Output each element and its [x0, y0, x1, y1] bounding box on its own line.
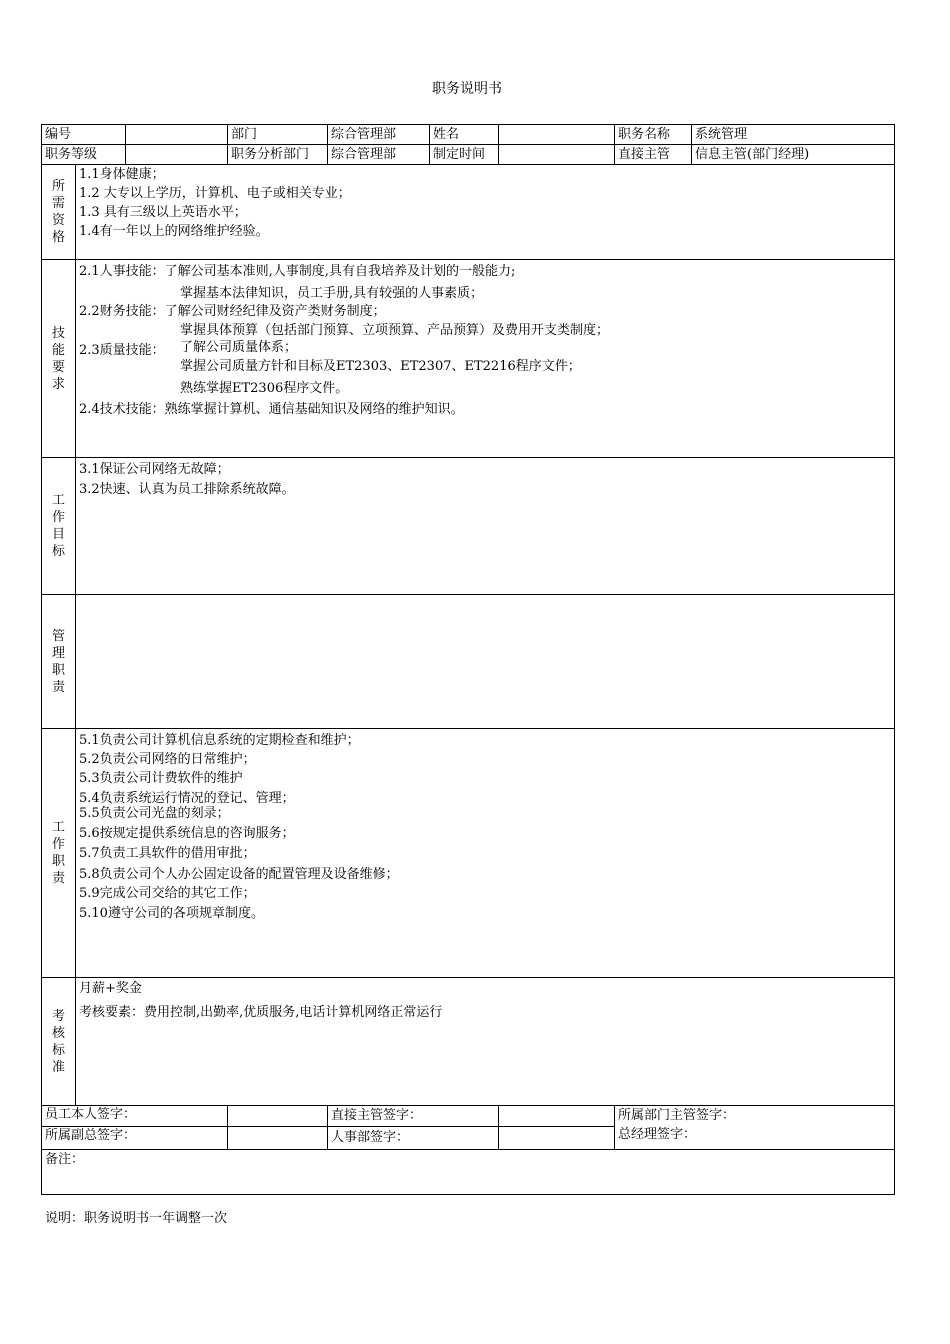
dept-label: 部门: [228, 125, 328, 145]
vice-gm-signature-label: 所属副总签字：: [42, 1127, 228, 1150]
qualification-line: 1.1身体健康；: [79, 167, 165, 182]
grade-label: 职务等级: [42, 145, 126, 165]
assessment-label: 考 核 标 准: [42, 978, 76, 1106]
goal-line: 3.1保证公司网络无故障；: [79, 462, 230, 477]
assessment-content[interactable]: [76, 978, 895, 1106]
qualification-line: 1.3 具有三级以上英语水平；: [79, 205, 247, 220]
skills-section: [42, 260, 895, 458]
skill-line: 了解公司质量体系；: [180, 340, 298, 355]
skill-line: 2.3质量技能：: [79, 343, 165, 358]
qualifications-section: [42, 165, 895, 260]
goals-label: 工 作 目 标: [42, 458, 76, 595]
skill-line: 掌握具体预算（包括部门预算、立项预算、产品预算）及费用开支类制度；: [180, 323, 610, 338]
code-value[interactable]: [126, 125, 228, 145]
supervisor-label: 直接主管: [615, 145, 692, 165]
skill-line: 熟练掌握ET2306程序文件。: [180, 381, 349, 396]
skills-content[interactable]: [76, 260, 895, 458]
duty-line: 5.3负责公司计费软件的维护: [79, 771, 243, 786]
skill-line: 掌握基本法律知识，员工手册,具有较强的人事素质；: [180, 286, 484, 301]
hr-signature-label: 人事部签字：: [328, 1127, 499, 1150]
qualification-line: 1.2 大专以上学历，计算机、电子或相关专业；: [79, 186, 351, 201]
employee-signature-field[interactable]: [228, 1106, 328, 1127]
duty-line: 5.9完成公司交给的其它工作；: [79, 886, 256, 901]
grade-value[interactable]: [126, 145, 228, 165]
header-row-1: [42, 125, 895, 145]
dept-head-signature-label: 所属部门主管签字：: [618, 1108, 736, 1123]
name-value[interactable]: [499, 125, 615, 145]
analysis-dept-value[interactable]: 综合管理部: [328, 145, 430, 165]
hr-signature-field[interactable]: [499, 1127, 615, 1150]
skill-line: 2.4技术技能：熟练掌握计算机、通信基础知识及网络的维护知识。: [79, 402, 464, 417]
duty-line: 5.2负责公司网络的日常维护；: [79, 752, 256, 767]
name-label: 姓名: [430, 125, 499, 145]
duty-line: 5.8负责公司个人办公固定设备的配置管理及设备维修；: [79, 867, 399, 882]
remarks-cell[interactable]: [42, 1150, 895, 1195]
job-description-table: [41, 124, 895, 1195]
management-label: 管 理 职 责: [42, 595, 76, 729]
date-label: 制定时间: [430, 145, 499, 165]
management-section: [42, 595, 895, 729]
assessment-line: 考核要素：费用控制,出勤率,优质服务,电话计算机网络正常运行: [79, 1005, 443, 1020]
duty-line: 5.7负责工具软件的借用审批；: [79, 846, 256, 861]
duty-line: 5.1负责公司计算机信息系统的定期检查和维护；: [79, 733, 360, 748]
qualification-line: 1.4有一年以上的网络维护经验。: [79, 224, 269, 239]
page-title: 职务说明书: [432, 81, 502, 97]
vice-gm-signature-field[interactable]: [228, 1127, 328, 1150]
remarks-label: 备注：: [45, 1152, 85, 1167]
skill-line: 2.1人事技能：了解公司基本准则,人事制度,具有自我培养及计划的一般能力;: [79, 264, 516, 279]
skills-label: 技 能 要 求: [42, 260, 76, 458]
dept-value[interactable]: 综合管理部: [328, 125, 430, 145]
position-value[interactable]: 系统管理: [692, 125, 895, 145]
supervisor-value[interactable]: 信息主管(部门经理): [692, 145, 895, 165]
duties-content[interactable]: [76, 729, 895, 978]
direct-supervisor-signature-field[interactable]: [499, 1106, 615, 1127]
assessment-line: 月薪+奖金: [79, 981, 142, 996]
skill-line: 掌握公司质量方针和目标及ET2303、ET2307、ET2216程序文件；: [180, 359, 581, 374]
duties-section: [42, 729, 895, 978]
management-content[interactable]: [76, 595, 895, 729]
duties-label: 工 作 职 责: [42, 729, 76, 978]
skill-line: 2.2财务技能：了解公司财经纪律及资产类财务制度；: [79, 304, 386, 319]
signature-row-1: [42, 1106, 895, 1127]
direct-supervisor-signature-label: 直接主管签字：: [328, 1106, 499, 1127]
goals-content[interactable]: [76, 458, 895, 595]
duty-line: 5.10遵守公司的各项规章制度。: [79, 906, 264, 921]
footer-note: 说明：职务说明书一年调整一次: [45, 1211, 228, 1226]
gm-signature-label: 总经理签字：: [618, 1127, 697, 1142]
code-label: 编号: [42, 125, 126, 145]
duty-line: 5.4负责系统运行情况的登记、管理；: [79, 791, 295, 806]
duty-line: 5.5负责公司光盘的刻录；: [79, 806, 230, 821]
position-label: 职务名称: [615, 125, 692, 145]
goals-section: [42, 458, 895, 595]
qualifications-label: 所 需 资 格: [42, 165, 76, 260]
remarks-row: [42, 1150, 895, 1195]
duty-line: 5.6按规定提供系统信息的咨询服务；: [79, 826, 295, 841]
header-row-2: [42, 145, 895, 165]
date-value[interactable]: [499, 145, 615, 165]
goal-line: 3.2快速、认真为员工排除系统故障。: [79, 482, 295, 497]
qualifications-content[interactable]: [76, 165, 895, 260]
assessment-section: [42, 978, 895, 1106]
employee-signature-label: 员工本人签字：: [42, 1106, 228, 1127]
dept-head-gm-cell[interactable]: [615, 1106, 895, 1150]
analysis-dept-label: 职务分析部门: [228, 145, 328, 165]
